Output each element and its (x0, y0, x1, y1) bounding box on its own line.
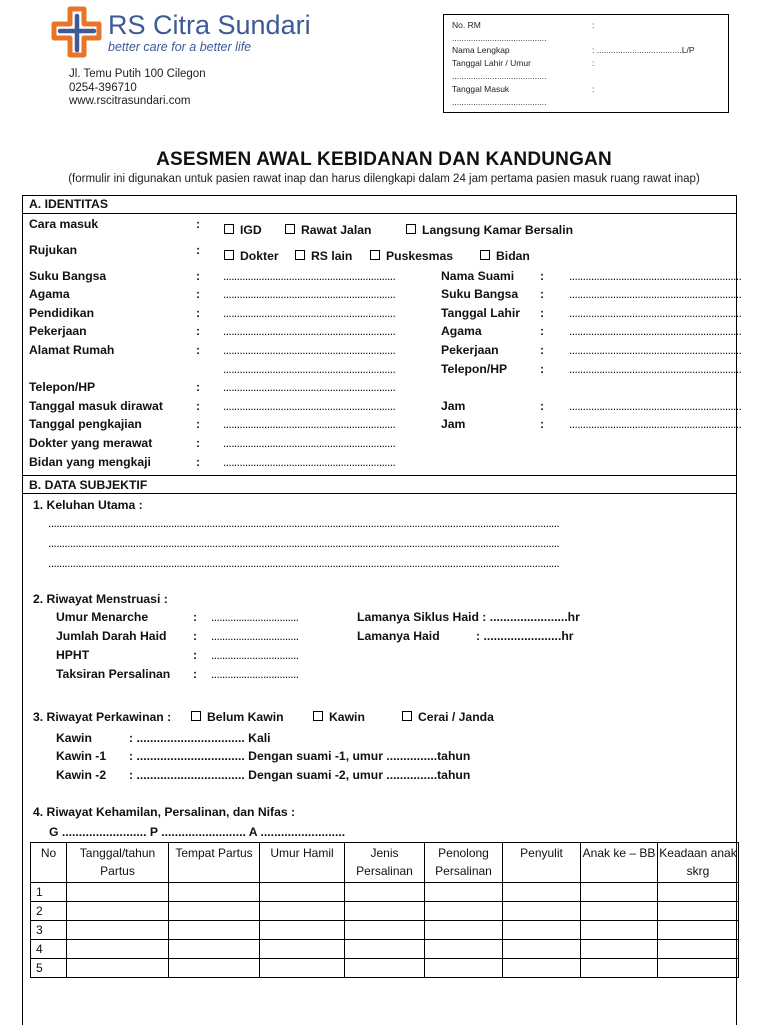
table-cell[interactable] (503, 940, 581, 959)
tanggal-masuk-blank[interactable]: ........................................ (452, 97, 547, 107)
col-header: Tanggal/tahun Partus (67, 843, 169, 883)
no-rm-blank[interactable]: ........................................ (452, 33, 547, 43)
col-header: Penyulit (503, 843, 581, 883)
table-cell[interactable] (658, 883, 739, 902)
colon: : (196, 436, 201, 450)
option-bidan[interactable] (480, 249, 530, 263)
riwayat-kehamilan-label: 4. Riwayat Kehamilan, Persalinan, dan Nifas : (33, 805, 296, 819)
field-suami-pekerjaan: Pekerjaan (441, 343, 499, 357)
blank-alamat-rumah-2[interactable]: ............................................................... (223, 362, 396, 376)
col-header: Anak ke – BB (581, 843, 658, 883)
table-cell[interactable] (67, 940, 169, 959)
field-alamat-rumah: Alamat Rumah (29, 343, 115, 357)
cara-masuk-label: Cara masuk (29, 217, 99, 231)
option-cerai-janda-label: Cerai / Janda (418, 710, 494, 724)
riwayat-menstruasi-label: 2. Riwayat Menstruasi : (33, 592, 168, 606)
table-cell[interactable] (260, 940, 345, 959)
table-cell[interactable] (658, 902, 739, 921)
hospital-tagline: better care for a better life (108, 40, 252, 54)
no-rm-label: No. RM (452, 20, 481, 30)
checkbox[interactable] (313, 711, 323, 721)
table-cell[interactable] (169, 883, 260, 902)
gpa-blank[interactable]: G ......................... P ......................... A ......................... (49, 825, 346, 839)
table-row (31, 902, 739, 921)
blank-suami-telepon[interactable]: ............................................................... (569, 362, 742, 376)
colon: : (196, 287, 201, 301)
option-dokter[interactable] (224, 249, 279, 263)
option-rawat-jalan-label: Rawat Jalan (301, 223, 372, 237)
blank-taksiran-persalinan[interactable]: ................................ (211, 667, 299, 681)
keluhan-utama-label: 1. Keluhan Utama : (33, 498, 143, 512)
option-rs-lain-label: RS lain (311, 249, 353, 263)
table-row (31, 940, 739, 959)
colon: : (196, 306, 201, 320)
form-subtitle: (formulir ini digunakan untuk pasien rawat inap dan harus dilengkapi dalam 24 jam pertama pasien masuk ruang rawat inap) (68, 173, 700, 185)
table-cell[interactable] (581, 921, 658, 940)
table-cell[interactable] (67, 921, 169, 940)
colon: : (540, 269, 545, 283)
tanggal-masuk-label: Tanggal Masuk (452, 84, 510, 94)
tanggal-lahir-blank[interactable]: ........................................ (452, 71, 547, 81)
option-cerai-janda[interactable] (402, 710, 494, 724)
colon: : (196, 417, 201, 431)
table-cell[interactable] (581, 959, 658, 978)
no-rm-colon: : (592, 20, 595, 30)
table-cell[interactable] (425, 940, 503, 959)
option-langsung-kamar-label: Langsung Kamar Bersalin (422, 223, 574, 237)
colon: : (540, 417, 545, 431)
colon: : (193, 648, 198, 662)
table-cell[interactable] (503, 921, 581, 940)
hospital-website: www.rscitrasundari.com (69, 95, 191, 107)
table-cell[interactable] (169, 959, 260, 978)
tanggal-masuk-colon: : (592, 84, 595, 94)
checkbox[interactable] (480, 250, 490, 260)
lamanya-haid-label: Lamanya Haid (357, 629, 440, 643)
option-rawat-jalan[interactable] (285, 223, 371, 237)
table-cell[interactable] (345, 883, 425, 902)
table-cell[interactable] (425, 883, 503, 902)
table-cell[interactable] (345, 902, 425, 921)
rujukan-label: Rujukan (29, 243, 78, 257)
checkbox[interactable] (191, 711, 201, 721)
checkbox[interactable] (295, 250, 305, 260)
section-a-heading: A. IDENTITAS (29, 197, 108, 211)
blank-umur-menarche[interactable]: ................................ (211, 610, 299, 624)
blank-dokter-merawat[interactable]: ............................................................... (223, 436, 396, 450)
rujukan-colon: : (196, 243, 201, 257)
blank-suami-suku-bangsa[interactable]: ............................................................... (569, 287, 742, 301)
blank-tanggal-pengkajian[interactable]: ............................................................... (223, 417, 396, 431)
field-bidan-mengkaji: Bidan yang mengkaji (29, 455, 151, 469)
row-number: 4 (31, 940, 67, 959)
field-suami-agama: Agama (441, 324, 482, 338)
option-igd[interactable] (224, 223, 262, 237)
blank-nama-suami[interactable]: ............................................................... (569, 269, 742, 283)
blank-tanggal-masuk[interactable]: ............................................................... (223, 399, 396, 413)
colon: : (193, 610, 198, 624)
keluhan-blank-3[interactable]: ........................................................................................................................................................................................... (48, 556, 560, 570)
row-number: 2 (31, 902, 67, 921)
table-cell[interactable] (169, 902, 260, 921)
blank-agama[interactable]: ............................................................... (223, 287, 396, 301)
taksiran-persalinan-label: Taksiran Persalinan (56, 667, 171, 681)
option-belum-kawin[interactable] (191, 710, 284, 724)
blank-suami-pekerjaan[interactable]: ............................................................... (569, 343, 742, 357)
field-pekerjaan: Pekerjaan (29, 324, 87, 338)
colon: : (540, 399, 545, 413)
colon: : (540, 306, 545, 320)
table-cell[interactable] (581, 940, 658, 959)
colon: : (540, 324, 545, 338)
jumlah-darah-haid-label: Jumlah Darah Haid (56, 629, 167, 643)
option-igd-label: IGD (240, 223, 262, 237)
field-suami-tanggal-lahir: Tanggal Lahir (441, 306, 520, 320)
col-header: No (31, 843, 67, 883)
table-row (31, 921, 739, 940)
hpht-label: HPHT (56, 648, 90, 662)
field-jam-masuk: Jam (441, 399, 466, 413)
blank-suami-agama[interactable]: ............................................................... (569, 324, 742, 338)
riwayat-perkawinan-label: 3. Riwayat Perkawinan : (33, 710, 172, 724)
table-cell[interactable] (67, 959, 169, 978)
row-number: 5 (31, 959, 67, 978)
field-tanggal-masuk: Tanggal masuk dirawat (29, 399, 163, 413)
field-suami-telepon: Telepon/HP (441, 362, 508, 376)
kawin1-blank[interactable]: : ................................ Dengan suami -1, umur ...............tahun (129, 749, 471, 763)
field-tanggal-pengkajian: Tanggal pengkajian (29, 417, 142, 431)
colon: : (540, 287, 545, 301)
checkbox[interactable] (224, 224, 234, 234)
blank-jam-pengkajian[interactable]: ............................................................... (569, 417, 742, 431)
table-cell[interactable] (503, 883, 581, 902)
hospital-logo-icon (48, 6, 106, 58)
table-cell[interactable] (581, 883, 658, 902)
field-pendidikan: Pendidikan (29, 306, 95, 320)
keluhan-blank-1[interactable]: ........................................................................................................................................................................................... (48, 516, 560, 530)
blank-jumlah-darah-haid[interactable]: ................................ (211, 629, 299, 643)
blank-alamat-rumah[interactable]: ............................................................... (223, 343, 396, 357)
field-telepon: Telepon/HP (29, 380, 96, 394)
checkbox[interactable] (370, 250, 380, 260)
kawin1-label: Kawin -1 (56, 749, 107, 763)
table-cell[interactable] (658, 959, 739, 978)
checkbox[interactable] (402, 711, 412, 721)
colon: : (196, 269, 201, 283)
field-agama: Agama (29, 287, 70, 301)
colon: : (540, 343, 545, 357)
colon: : (540, 362, 545, 376)
table-row (31, 883, 739, 902)
option-belum-kawin-label: Belum Kawin (207, 710, 284, 724)
table-cell[interactable] (345, 940, 425, 959)
table-cell[interactable] (503, 902, 581, 921)
table-cell[interactable] (260, 883, 345, 902)
blank-suami-tanggal-lahir[interactable]: ............................................................... (569, 306, 742, 320)
colon: : (196, 380, 201, 394)
table-cell[interactable] (425, 902, 503, 921)
blank-pekerjaan[interactable]: ............................................................... (223, 324, 396, 338)
col-header: Penolong Persalinan (425, 843, 503, 883)
kawin-blank[interactable]: : ................................ Kali (129, 731, 271, 745)
kawin2-blank[interactable]: : ................................ Dengan suami -2, umur ...............tahun (129, 768, 471, 782)
keluhan-blank-2[interactable]: ........................................................................................................................................................................................... (48, 536, 560, 550)
table-cell[interactable] (67, 883, 169, 902)
field-suami-suku-bangsa: Suku Bangsa (441, 287, 519, 301)
nama-lengkap-blank[interactable]: : ....................................L/P (592, 45, 695, 55)
blank-hpht[interactable]: ................................ (211, 648, 299, 662)
table-cell[interactable] (260, 959, 345, 978)
section-b-top-divider (22, 475, 737, 476)
kawin2-label: Kawin -2 (56, 768, 107, 782)
row-number: 1 (31, 883, 67, 902)
option-kawin[interactable] (313, 710, 365, 724)
option-rs-lain[interactable] (295, 249, 352, 263)
table-cell[interactable] (67, 902, 169, 921)
field-dokter-merawat: Dokter yang merawat (29, 436, 153, 450)
table-header-row (31, 843, 739, 883)
hospital-name: RS Citra Sundari (108, 10, 311, 40)
option-dokter-label: Dokter (240, 249, 279, 263)
lamanya-haid-blank[interactable]: : .......................hr (476, 629, 574, 643)
table-cell[interactable] (503, 959, 581, 978)
table-cell[interactable] (658, 921, 739, 940)
colon: : (193, 629, 198, 643)
table-cell[interactable] (425, 921, 503, 940)
umur-menarche-label: Umur Menarche (56, 610, 149, 624)
tanggal-lahir-label: Tanggal Lahir / Umur (452, 58, 531, 68)
colon: : (196, 343, 201, 357)
table-cell[interactable] (425, 959, 503, 978)
option-puskesmas-label: Puskesmas (386, 249, 454, 263)
col-header: Keadaan anak skrg (658, 843, 739, 883)
checkbox[interactable] (406, 224, 416, 234)
option-kawin-label: Kawin (329, 710, 365, 724)
pregnancy-history-table (30, 842, 739, 978)
nama-lengkap-label: Nama Lengkap (452, 45, 510, 55)
form-title: ASESMEN AWAL KEBIDANAN DAN KANDUNGAN (156, 149, 612, 170)
section-b-divider (22, 493, 737, 494)
blank-pendidikan[interactable]: ............................................................... (223, 306, 396, 320)
colon: : (196, 324, 201, 338)
table-cell[interactable] (581, 902, 658, 921)
row-number: 3 (31, 921, 67, 940)
option-langsung-kamar[interactable] (406, 223, 573, 237)
table-cell[interactable] (658, 940, 739, 959)
cara-masuk-colon: : (196, 217, 201, 231)
colon: : (196, 455, 201, 469)
table-cell[interactable] (260, 921, 345, 940)
blank-telepon[interactable]: ............................................................... (223, 380, 396, 394)
field-jam-pengkajian: Jam (441, 417, 466, 431)
checkbox[interactable] (285, 224, 295, 234)
colon: : (196, 399, 201, 413)
table-row (31, 959, 739, 978)
lamanya-siklus-haid[interactable]: Lamanya Siklus Haid : .......................hr (357, 610, 580, 624)
col-header: Tempat Partus (169, 843, 260, 883)
col-header: Jenis Persalinan (345, 843, 425, 883)
blank-suku-bangsa[interactable]: ............................................................... (223, 269, 396, 283)
blank-bidan-mengkaji[interactable]: ............................................................... (223, 455, 396, 469)
table-cell[interactable] (169, 940, 260, 959)
col-header: Umur Hamil (260, 843, 345, 883)
hospital-phone: 0254-396710 (69, 82, 137, 94)
checkbox[interactable] (224, 250, 234, 260)
field-nama-suami: Nama Suami (441, 269, 515, 283)
option-puskesmas[interactable] (370, 249, 453, 263)
section-a-divider (22, 213, 737, 214)
hospital-address: Jl. Temu Putih 100 Cilegon (69, 68, 206, 80)
kawin-label: Kawin (56, 731, 92, 745)
option-bidan-label: Bidan (496, 249, 530, 263)
section-b-heading: B. DATA SUBJEKTIF (29, 478, 148, 492)
tanggal-lahir-colon: : (592, 58, 595, 68)
table-cell[interactable] (345, 921, 425, 940)
colon: : (193, 667, 198, 681)
table-cell[interactable] (169, 921, 260, 940)
field-suku-bangsa: Suku Bangsa (29, 269, 107, 283)
table-cell[interactable] (260, 902, 345, 921)
blank-jam-masuk[interactable]: ............................................................... (569, 399, 742, 413)
table-cell[interactable] (345, 959, 425, 978)
